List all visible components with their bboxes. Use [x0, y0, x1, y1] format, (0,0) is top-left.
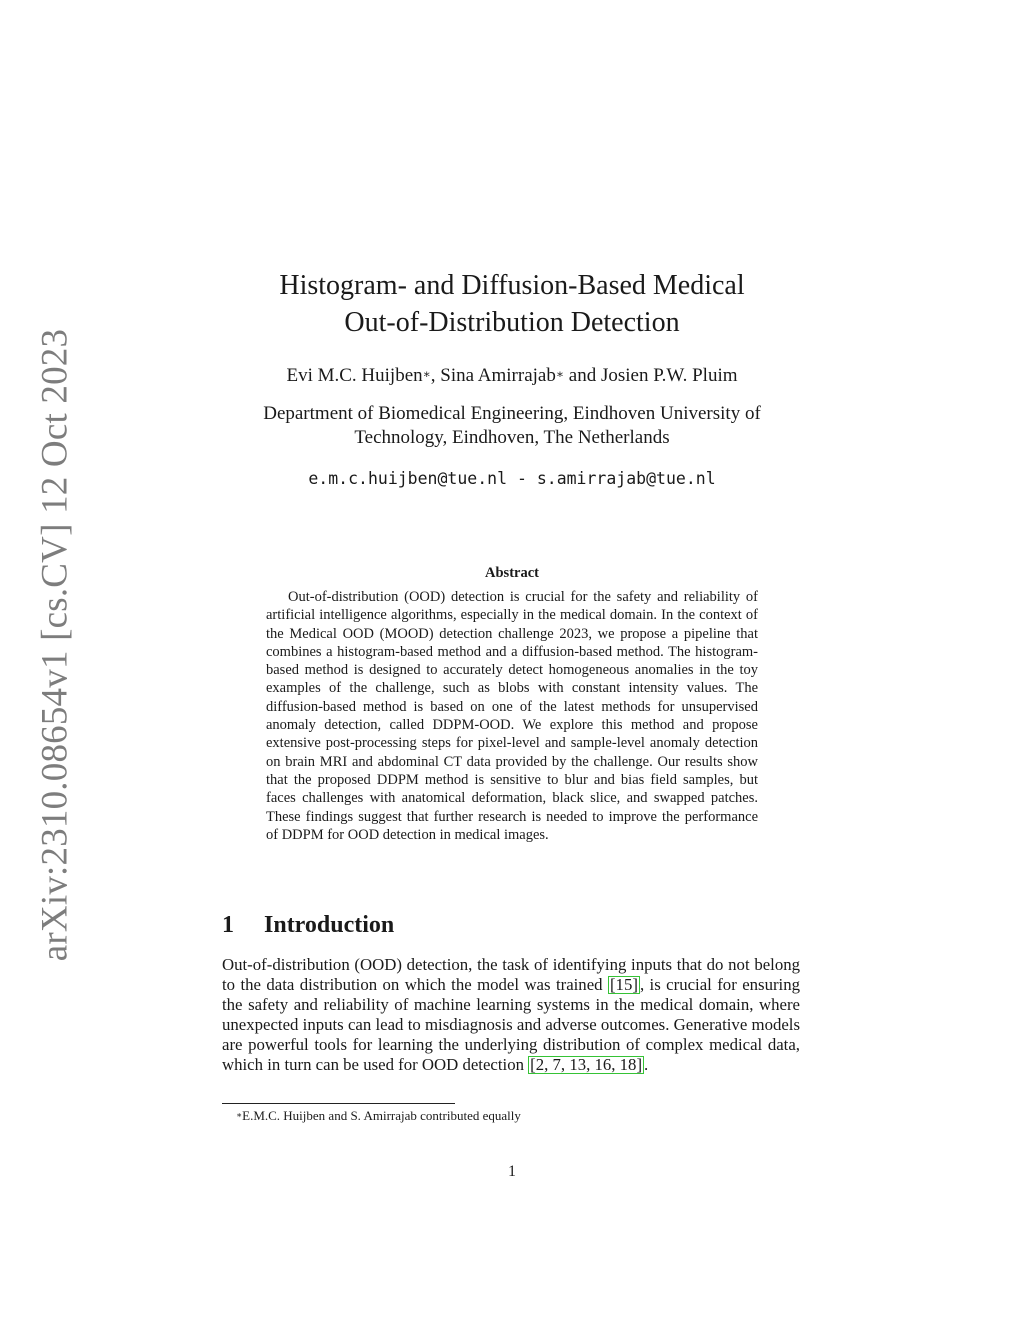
abstract-text: Out-of-distribution (OOD) detection is crucial for the safety and reliability of artificial intelligence algorithms, especially in the medical domain. In the context of the Medical OOD (MOOD) detection challenge 2023, we propose a pipeline that combines a histogram-based method and a diffusion-based method. The histogram-based method is designed to accurately detect homogeneous anomalies in the toy examples of the challenge, such as blobs with constant intensity values. The diffusion-based method is based on one of the latest methods for unsupervised anomaly detection, called DDPM-OOD. We explore this method and propose extensive post-processing steps for pixel-level and sample-level anomaly detection on brain MRI and abdominal CT data provided by the challenge. Our results show that the proposed DDPM method is sensitive to blur and bias field samples, but faces challenges with anatomical deformation, black slice, and swapped patches. These findings suggest that further research is needed to improve the performance of DDPM for OOD detection in medical images. [266, 589, 758, 843]
affiliation-line-1: Department of Biomedical Engineering, Eindhoven University of [263, 403, 761, 424]
intro-text-part-1: Out-of-distribution (OOD) detection, the task of identifying inputs that do not belong to the data distribution on which the model was trained [222, 955, 800, 995]
footnote [236, 1107, 521, 1125]
section-number: 1 [222, 912, 234, 938]
author-emails: e.m.c.huijben@tue.nl - s.amirrajab@tue.nl [308, 469, 716, 488]
author-pluim: Josien P.W. Pluim [600, 365, 738, 386]
intro-text-part-3: . [644, 1055, 649, 1075]
page-number: 1 [508, 1163, 516, 1180]
paper-title-line-1: Histogram- and Diffusion-Based Medical [279, 270, 745, 301]
introduction-paragraph [222, 955, 800, 1076]
citation-link-15[interactable]: [15] [609, 975, 638, 995]
author-separator: , [430, 365, 441, 386]
author-amirrajab: Sina Amirrajab [440, 365, 556, 386]
section-title: Introduction [264, 912, 395, 938]
author-huijben: Evi M.C. Huijben [286, 365, 423, 386]
author-separator: and [564, 365, 601, 386]
paper-title-line-2: Out-of-Distribution Detection [344, 307, 680, 338]
footnote-divider [222, 1103, 455, 1104]
arxiv-stamp: arXiv:2310.08654v1 [cs.CV] 12 Oct 2023 [34, 328, 76, 962]
author-list [222, 363, 802, 389]
equal-contribution-mark: ∗ [422, 367, 431, 381]
section-heading-introduction [222, 910, 394, 940]
affiliation-line-2: Technology, Eindhoven, The Netherlands [354, 427, 670, 448]
abstract-heading: Abstract [485, 565, 539, 581]
footnote-text: E.M.C. Huijben and S. Amirrajab contributed equally [242, 1108, 521, 1123]
footnote-mark: ∗ [236, 1110, 243, 1120]
intro-text-part-2: , is crucial for ensuring the safety and reliability of machine learning systems in the medical domain, where unexpected inputs can lead to misdiagnosis and adverse outcomes. Generative models are powerful tools for learning the underlying distribution of complex medical data, which in turn can be used for OOD detection [222, 975, 800, 1075]
citation-link-group[interactable]: [2, 7, 13, 16, 18] [530, 1055, 643, 1075]
equal-contribution-mark: ∗ [555, 367, 565, 381]
